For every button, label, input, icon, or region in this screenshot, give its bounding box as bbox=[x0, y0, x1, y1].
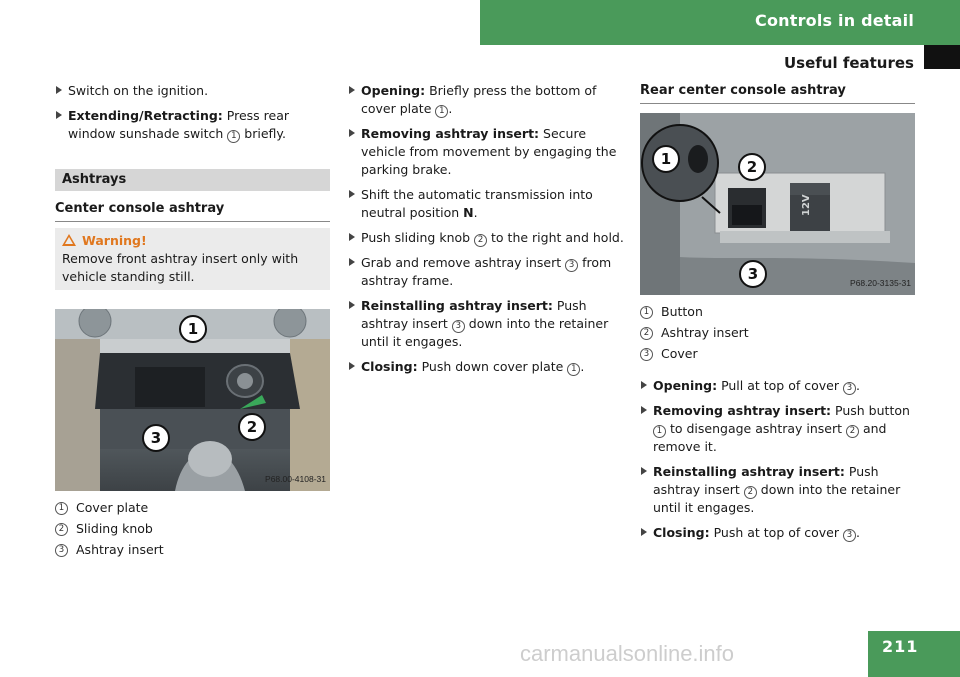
step-item: Extending/Retracting: Press rear window sunshade switch 1 briefly. bbox=[55, 107, 330, 143]
step-item: Removing ashtray insert: Push button 1 to disengage ashtray insert 2 and remove it. bbox=[640, 402, 915, 456]
warning-box: Warning! Remove front ashtray insert only with vehicle standing still. bbox=[55, 228, 330, 290]
ref-number: 2 bbox=[474, 234, 487, 247]
ref-number: 3 bbox=[565, 259, 578, 272]
legend-item: 2 Sliding knob bbox=[55, 520, 330, 538]
ref-number: 3 bbox=[843, 382, 856, 395]
section-tab-marker bbox=[924, 45, 960, 69]
callout-3: 3 bbox=[142, 424, 170, 452]
step-item: Closing: Push down cover plate 1 . bbox=[348, 358, 624, 376]
section-title: Useful features bbox=[783, 54, 914, 72]
legend-item: 3 Ashtray insert bbox=[55, 541, 330, 559]
warning-triangle-icon bbox=[62, 234, 76, 246]
rear-steps bbox=[640, 377, 915, 542]
center-console-ashtray-photo bbox=[55, 309, 330, 491]
figure-code: P68.20-3135-31 bbox=[850, 278, 911, 288]
step-item: Grab and remove ashtray insert 3 from ashtray frame. bbox=[348, 254, 624, 290]
step-item: Opening: Pull at top of cover 3 . bbox=[640, 377, 915, 395]
section-banner: Ashtrays bbox=[55, 169, 330, 191]
figure-code: P68.00-4108-31 bbox=[265, 474, 326, 484]
subheading: Center console ashtray bbox=[55, 200, 330, 222]
ref-number: 2 bbox=[744, 486, 757, 499]
chapter-header bbox=[480, 0, 960, 45]
watermark: carmanualsonline.info bbox=[520, 641, 735, 666]
figure-legend bbox=[55, 499, 330, 559]
chapter-title: Controls in detail bbox=[755, 11, 914, 30]
callout-2: 2 bbox=[738, 153, 766, 181]
legend-item: 1 Cover plate bbox=[55, 499, 330, 517]
step-item: Switch on the ignition. bbox=[55, 82, 330, 100]
step-item: Reinstalling ashtray insert: Push ashtray insert 2 down into the retainer until it engages. bbox=[640, 463, 915, 517]
figure-legend bbox=[640, 303, 915, 363]
page-number: 211 bbox=[882, 637, 919, 656]
legend-item: 2 Ashtray insert bbox=[640, 324, 915, 342]
callout-3: 3 bbox=[739, 260, 767, 288]
step-item: Reinstalling ashtray insert: Push ashtray insert 3 down into the retainer until it engages. bbox=[348, 297, 624, 351]
ref-number: 1 bbox=[435, 105, 448, 118]
rear-console-illustration bbox=[640, 113, 915, 295]
callout-1: 1 bbox=[652, 145, 680, 173]
step-item: Closing: Push at top of cover 3 . bbox=[640, 524, 915, 542]
legend-item: 3 Cover bbox=[640, 345, 915, 363]
step-item: Push sliding knob 2 to the right and hold. bbox=[348, 229, 624, 247]
step-item: Removing ashtray insert: Secure vehicle from movement by engaging the parking brake. bbox=[348, 125, 624, 179]
callout-2: 2 bbox=[238, 413, 266, 441]
ref-number: 3 bbox=[843, 529, 856, 542]
page-number-box bbox=[868, 631, 960, 677]
ref-number: 3 bbox=[452, 320, 465, 333]
callout-1: 1 bbox=[179, 315, 207, 343]
ref-number: 1 bbox=[653, 425, 666, 438]
column-middle bbox=[348, 82, 624, 383]
svg-text:12V: 12V bbox=[801, 194, 812, 216]
step-item: Shift the automatic transmission into neutral position N. bbox=[348, 186, 624, 222]
legend-item: 1 Button bbox=[640, 303, 915, 321]
subheading: Rear center console ashtray bbox=[640, 82, 915, 104]
rear-console-ashtray-photo bbox=[640, 113, 915, 295]
column-right bbox=[640, 82, 915, 549]
step-item: Opening: Briefly press the bottom of cover plate 1 . bbox=[348, 82, 624, 118]
column-left bbox=[55, 82, 330, 562]
ref-number: 2 bbox=[846, 425, 859, 438]
warning-text: Remove front ashtray insert only with vehicle standing still. bbox=[62, 251, 299, 284]
ref-number: 1 bbox=[567, 363, 580, 376]
ref-number: 1 bbox=[227, 130, 240, 143]
